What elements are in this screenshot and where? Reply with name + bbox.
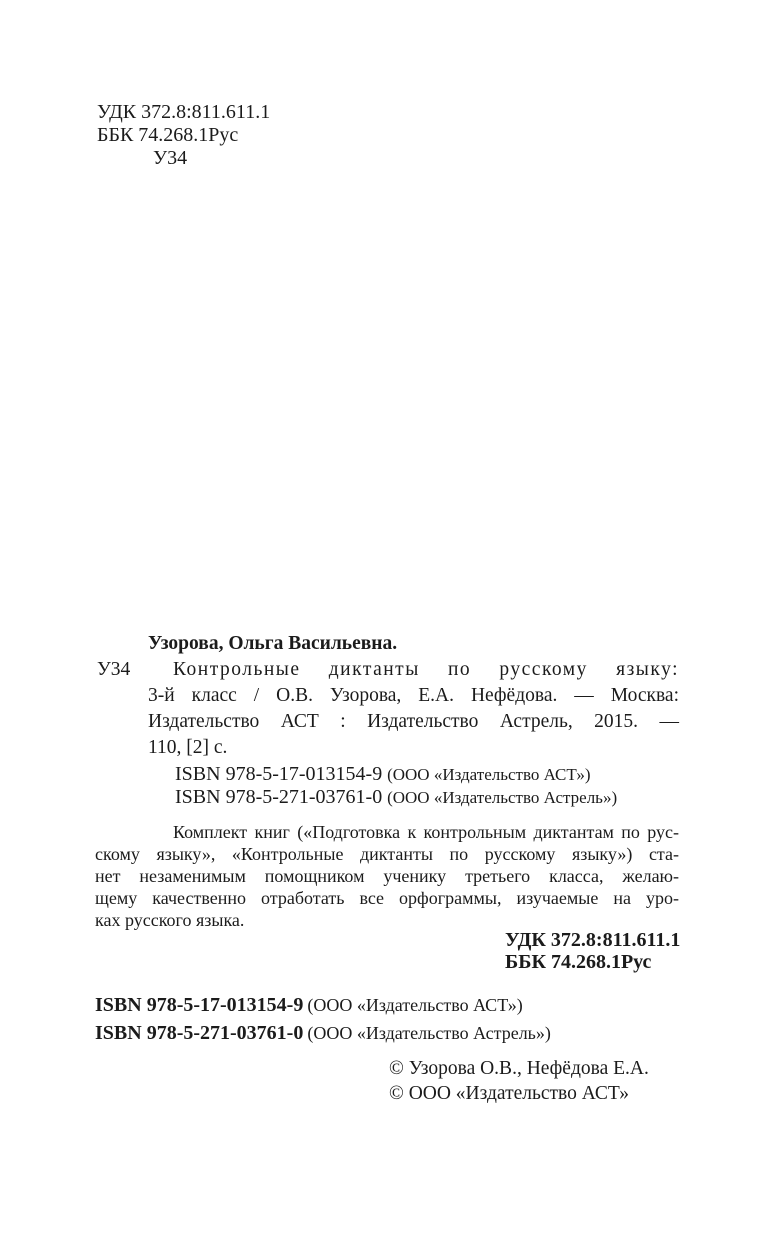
card-author-mark: У34: [97, 659, 131, 680]
copyright-block: [389, 1056, 649, 1106]
top-author-mark: У34: [153, 147, 188, 169]
card-isbn-line-2: [175, 786, 679, 809]
annotation-line-3: нет незаменимым помощником ученику третьего класса, желаю-: [95, 866, 679, 886]
card-isbn-publisher-1: (ООО «Издательство АСТ»): [387, 765, 591, 784]
bottom-isbn-publisher-1: (ООО «Издательство АСТ»): [307, 995, 523, 1015]
bottom-isbn-publisher-2: (ООО «Издательство Астрель»): [307, 1023, 551, 1043]
card-title-line-4: 110, [2] с.: [148, 737, 228, 758]
annotation-line-5: ках русского языка.: [95, 910, 245, 930]
card-isbn-number-2: ISBN 978-5-271-03761-0: [175, 786, 383, 808]
card-title-text: Контрольные диктанты по русскому языку:: [173, 659, 679, 680]
card-isbn-publisher-2: (ООО «Издательство Астрель»): [387, 788, 618, 807]
catalog-card: [95, 631, 679, 973]
card-title-line-1: [95, 657, 679, 683]
bottom-isbn-line-1: [95, 992, 551, 1020]
card-udk-line: УДК 372.8:811.611.1: [505, 929, 681, 951]
card-isbn-block: [95, 763, 679, 809]
top-codes-block: [97, 101, 270, 170]
card-title-line-3: Издательство АСТ : Издательство Астрель, 2015. —: [148, 711, 679, 732]
card-author-heading: Узорова, Ольга Васильевна.: [148, 633, 398, 654]
card-isbn-number-1: ISBN 978-5-17-013154-9: [175, 763, 383, 785]
copyright-line-publisher: © ООО «Издательство АСТ»: [389, 1083, 630, 1104]
card-title-line-2: 3-й класс / О.В. Узорова, Е.А. Нефёдова. — Москва:: [148, 685, 679, 706]
annotation-line-2: скому языку», «Контрольные диктанты по русскому языку») ста-: [95, 844, 679, 864]
annotation-line-4: щему качественно отработать все орфограммы, изучаемые на уро-: [95, 888, 679, 908]
bottom-isbn-block: [95, 992, 551, 1048]
card-bbk-line: ББК 74.268.1Рус: [505, 951, 652, 973]
annotation-line-1: Комплект книг («Подготовка к контрольным диктантам по рус-: [173, 822, 679, 842]
bottom-isbn-number-1: ISBN 978-5-17-013154-9: [95, 994, 304, 1016]
bottom-isbn-number-2: ISBN 978-5-271-03761-0: [95, 1022, 304, 1044]
bottom-isbn-line-2: [95, 1020, 551, 1048]
copyright-line-authors: © Узорова О.В., Нефёдова Е.А.: [389, 1058, 649, 1079]
card-isbn-line-1: [175, 763, 679, 786]
top-bbk-line: ББК 74.268.1Рус: [97, 124, 239, 146]
card-codes-block: [505, 929, 679, 973]
top-udk-line: УДК 372.8:811.611.1: [97, 101, 271, 123]
card-annotation: [95, 821, 679, 931]
